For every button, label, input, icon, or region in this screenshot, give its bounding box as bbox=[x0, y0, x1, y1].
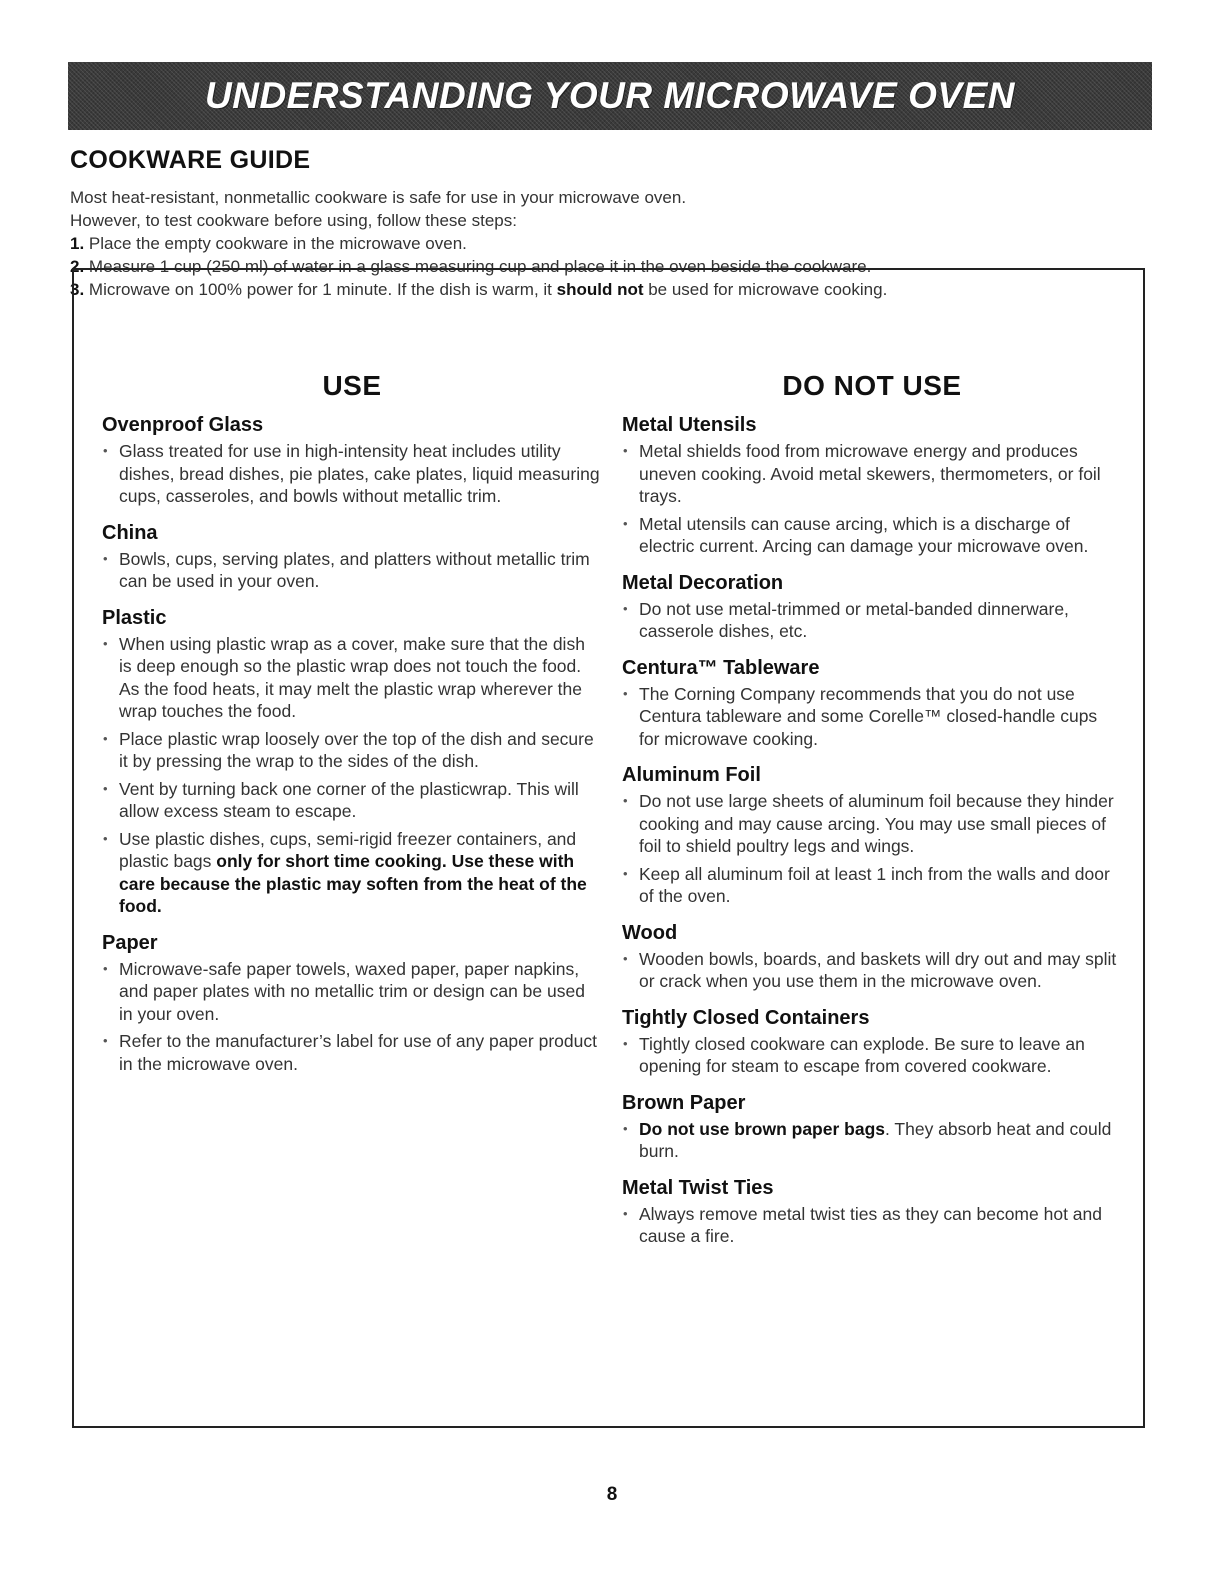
intro-line: Most heat-resistant, nonmetallic cookware is safe for use in your microwave oven. bbox=[70, 188, 687, 207]
category-china bbox=[102, 522, 602, 593]
category-metal-twist-ties bbox=[622, 1177, 1122, 1248]
intro-line: However, to test cookware before using, follow these steps: bbox=[70, 211, 517, 230]
bullet-item: • Do not use large sheets of aluminum foil because they hinder cooking and may cause arcing. You may use small pieces of foil to shield poultry legs and wings. bbox=[622, 790, 1122, 858]
bullet-text: . They absorb heat and could burn. bbox=[639, 1118, 1112, 1161]
bullet-item: • Vent by turning back one corner of the plasticwrap. This will allow excess steam to escape. bbox=[102, 778, 602, 823]
bullet-emphasis: only for short time cooking. Use these with care because the plastic may soften from the heat of the food. bbox=[119, 851, 587, 916]
use-heading: USE bbox=[322, 370, 382, 401]
category-title: Wood bbox=[622, 921, 678, 944]
step-number: 2. bbox=[70, 257, 85, 276]
bullet-item: • Bowls, cups, serving plates, and platters without metallic trim can be used in your oven. bbox=[102, 548, 602, 593]
bullet-item: • Place plastic wrap loosely over the top of the dish and secure it by pressing the wrap to the sides of the dish. bbox=[102, 728, 602, 773]
bullet-item: • Keep all aluminum foil at least 1 inch from the walls and door of the oven. bbox=[622, 863, 1122, 908]
category-ovenproof-glass bbox=[102, 414, 602, 508]
category-title: Centura™ Tableware bbox=[622, 656, 820, 679]
banner-title: UNDERSTANDING YOUR MICROWAVE OVEN bbox=[205, 75, 1015, 116]
bullet-item bbox=[102, 828, 602, 918]
category-title: Ovenproof Glass bbox=[102, 414, 264, 436]
step-text: Place the empty cookware in the microwave oven. bbox=[88, 234, 467, 253]
category-plastic bbox=[102, 607, 602, 918]
bullet-text: Use plastic dishes, cups, semi-rigid freezer containers, and plastic bags bbox=[119, 828, 577, 871]
category-title: China bbox=[102, 521, 158, 544]
category-title: Plastic bbox=[102, 606, 167, 629]
bullet-item: • Microwave-safe paper towels, waxed paper, paper napkins, and paper plates with no metallic trim or design can be used in your oven. bbox=[102, 958, 602, 1026]
category-centura-tableware bbox=[622, 657, 1122, 751]
bullet-item: • Glass treated for use in high-intensity heat includes utility dishes, bread dishes, pie plates, cake plates, liquid measuring cups, casseroles, and bowls without metallic trim. bbox=[102, 440, 602, 508]
use-column bbox=[102, 270, 602, 1089]
bullet-item: • Do not use metal-trimmed or metal-banded dinnerware, casserole dishes, etc. bbox=[622, 598, 1122, 643]
category-metal-utensils bbox=[622, 414, 1122, 558]
step-text: Microwave on 100% power for 1 minute. If the dish is warm, it bbox=[88, 280, 557, 299]
category-aluminum-foil bbox=[622, 764, 1122, 908]
category-title: Paper bbox=[102, 931, 158, 954]
page-banner bbox=[68, 62, 1152, 130]
category-brown-paper bbox=[622, 1092, 1122, 1163]
bullet-item: • Wooden bowls, boards, and baskets will dry out and may split or crack when you use them in the microwave oven. bbox=[622, 948, 1122, 993]
cookware-guide-box bbox=[72, 268, 1145, 1428]
bullet-item: • Metal shields food from microwave energy and produces uneven cooking. Avoid metal skewers, thermometers, or foil trays. bbox=[622, 440, 1122, 508]
do-not-use-heading: DO NOT USE bbox=[782, 370, 962, 401]
category-wood bbox=[622, 922, 1122, 993]
step-emphasis: should not bbox=[556, 280, 644, 299]
category-title: Metal Utensils bbox=[622, 414, 757, 436]
category-title: Aluminum Foil bbox=[622, 764, 761, 786]
category-tightly-closed-containers bbox=[622, 1007, 1122, 1078]
step-text: be used for microwave cooking. bbox=[643, 280, 888, 299]
bullet-item: • Always remove metal twist ties as they can become hot and cause a fire. bbox=[622, 1203, 1122, 1248]
bullet-emphasis: Do not use brown paper bags bbox=[639, 1118, 885, 1139]
bullet-item: • Refer to the manufacturer’s label for use of any paper product in the microwave oven. bbox=[102, 1030, 602, 1075]
category-title: Tightly Closed Containers bbox=[622, 1006, 870, 1029]
step-number: 1. bbox=[70, 234, 85, 253]
bullet-item: • When using plastic wrap as a cover, make sure that the dish is deep enough so the plastic wrap does not touch the food. As the food heats, it may melt the plastic wrap wherever the wrap touches the food. bbox=[102, 633, 602, 723]
category-title: Metal Twist Ties bbox=[622, 1176, 774, 1199]
page-number: 8 bbox=[606, 1484, 618, 1505]
step-item bbox=[70, 232, 1160, 255]
section-title: COOKWARE GUIDE bbox=[70, 146, 311, 174]
category-metal-decoration bbox=[622, 572, 1122, 643]
bullet-item bbox=[622, 1118, 1122, 1163]
do-not-use-column bbox=[622, 270, 1122, 1262]
bullet-item: • Tightly closed cookware can explode. Be sure to leave an opening for steam to escape from covered cookware. bbox=[622, 1033, 1122, 1078]
step-number: 3. bbox=[70, 280, 85, 299]
category-paper bbox=[102, 932, 602, 1076]
category-title: Metal Decoration bbox=[622, 571, 784, 594]
step-text: Measure 1 cup (250 ml) of water in a glass measuring cup and place it in the oven beside the cookware. bbox=[88, 257, 872, 276]
category-title: Brown Paper bbox=[622, 1091, 746, 1114]
bullet-item: • Metal utensils can cause arcing, which is a discharge of electric current. Arcing can damage your microwave oven. bbox=[622, 513, 1122, 558]
bullet-item: • The Corning Company recommends that you do not use Centura tableware and some Corelle™ closed-handle cups for microwave cooking. bbox=[622, 683, 1122, 751]
